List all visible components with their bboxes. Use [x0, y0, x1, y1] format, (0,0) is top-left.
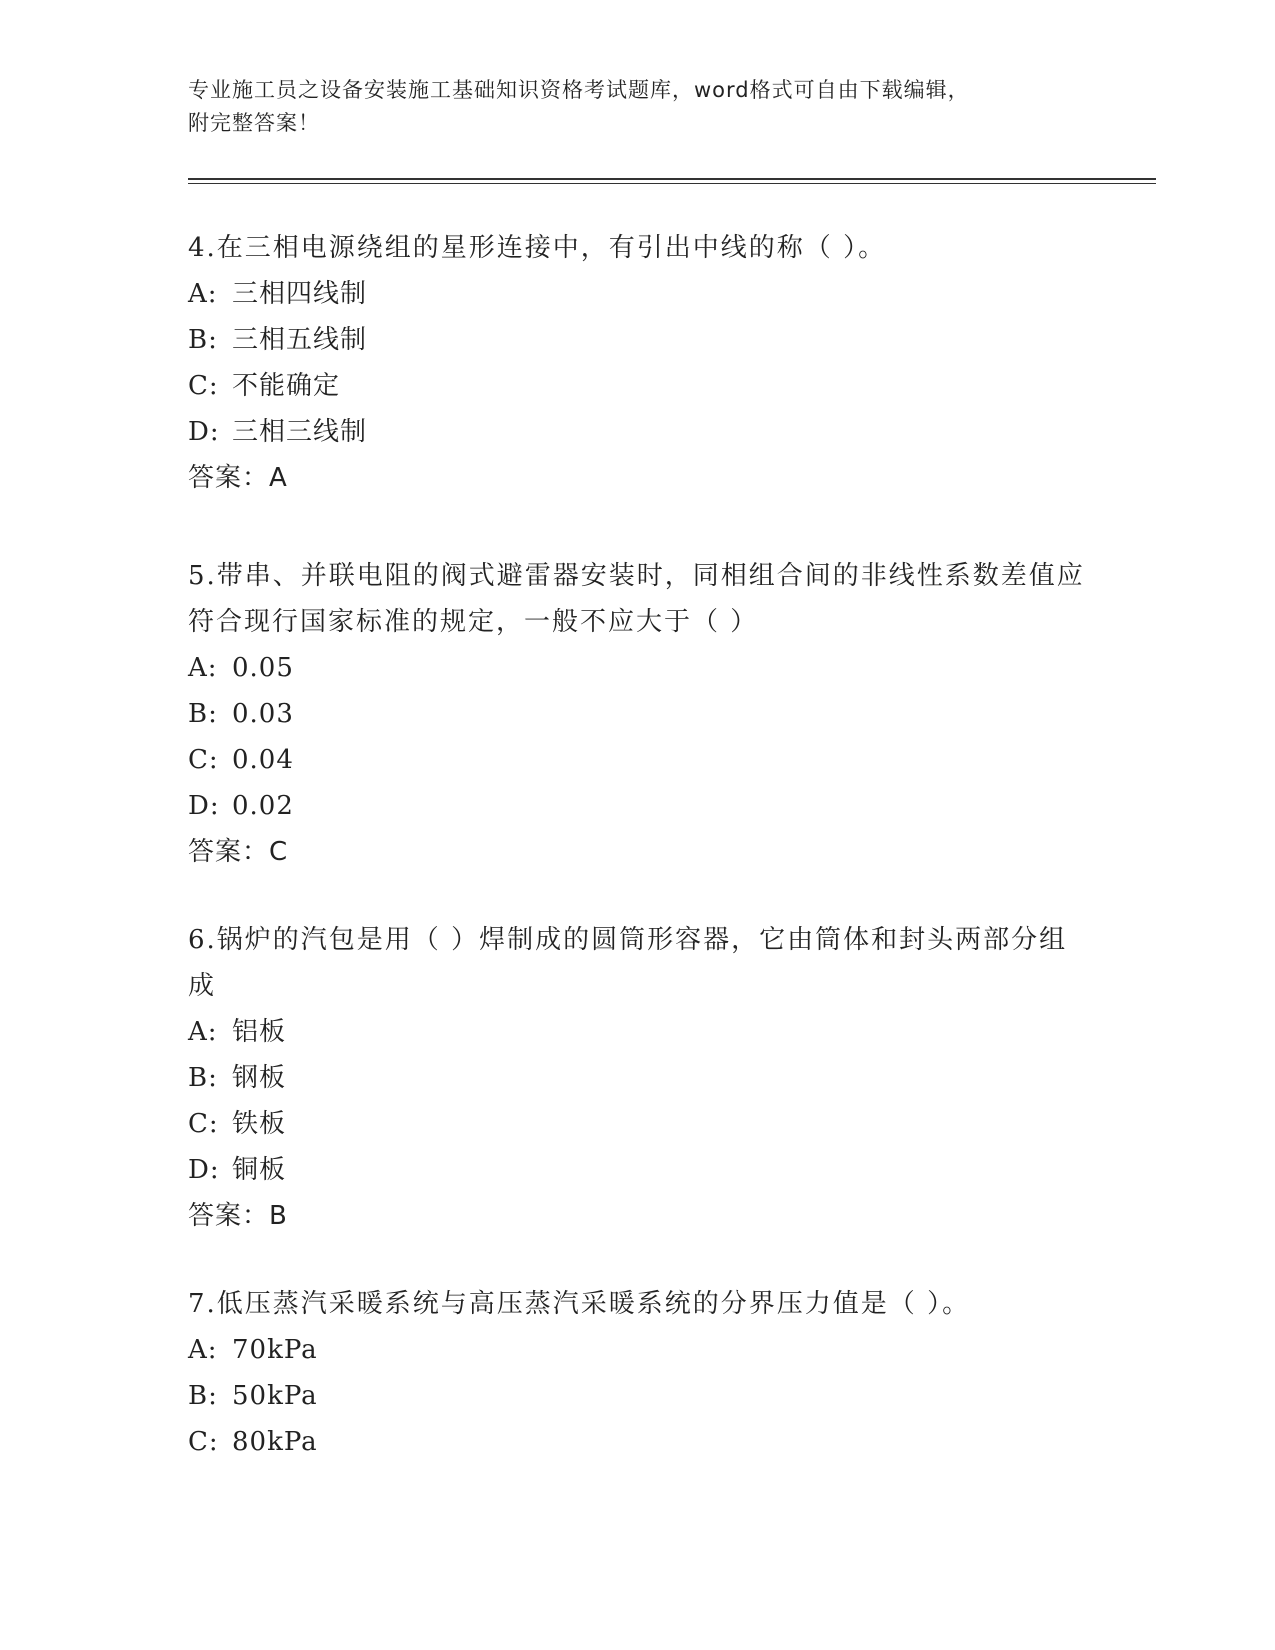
option-a	[188, 1009, 1088, 1055]
question-text: 4.在三相电源绕组的星形连接中，有引出中线的称（ ）。	[188, 233, 887, 263]
question-text: 7.低压蒸汽采暖系统与高压蒸汽采暖系统的分界压力值是（ ）。	[188, 1289, 971, 1319]
option-key: A:	[188, 1335, 218, 1365]
option-value: 0.05	[232, 653, 294, 683]
option-a	[188, 1327, 1088, 1373]
option-value: 50kPa	[232, 1381, 318, 1411]
option-c	[188, 1419, 1088, 1465]
option-value: 不能确定	[232, 371, 341, 401]
option-key: C:	[188, 371, 219, 401]
option-key: D:	[188, 791, 220, 821]
header-line-1: 专业施工员之设备安装施工基础知识资格考试题库，word格式可自由下载编辑，	[188, 78, 970, 102]
option-d	[188, 783, 1088, 829]
document-header	[188, 74, 1088, 140]
option-d	[188, 409, 1088, 455]
option-c	[188, 737, 1088, 783]
option-value: 铁板	[232, 1109, 287, 1139]
question-text: 6.锅炉的汽包是用（ ）焊制成的圆筒形容器，它由筒体和封头两部分组成	[188, 925, 1068, 1001]
option-key: A:	[188, 279, 218, 309]
option-d	[188, 1147, 1088, 1193]
answer: 答案：C	[188, 837, 289, 867]
question-5	[188, 553, 1088, 875]
option-key: B:	[188, 325, 218, 355]
option-key: A:	[188, 1017, 218, 1047]
option-key: C:	[188, 745, 219, 775]
answer: 答案：B	[188, 1201, 288, 1231]
question-6	[188, 917, 1088, 1239]
option-c	[188, 363, 1088, 409]
option-value: 80kPa	[232, 1427, 318, 1457]
option-b	[188, 1373, 1088, 1419]
option-a	[188, 645, 1088, 691]
option-key: B:	[188, 699, 218, 729]
option-value: 0.03	[232, 699, 294, 729]
option-value: 三相五线制	[232, 325, 368, 355]
option-value: 钢板	[232, 1063, 287, 1093]
option-key: C:	[188, 1427, 219, 1457]
option-key: C:	[188, 1109, 219, 1139]
header-line-2: 附完整答案！	[188, 111, 320, 135]
option-key: A:	[188, 653, 218, 683]
option-key: D:	[188, 417, 220, 447]
option-b	[188, 1055, 1088, 1101]
option-a	[188, 271, 1088, 317]
option-key: B:	[188, 1063, 218, 1093]
option-value: 三相三线制	[232, 417, 368, 447]
option-value: 铜板	[232, 1155, 287, 1185]
header-divider-thin	[188, 183, 1156, 184]
answer: 答案：A	[188, 463, 288, 493]
question-4	[188, 225, 1088, 501]
option-b	[188, 317, 1088, 363]
option-key: B:	[188, 1381, 218, 1411]
option-key: D:	[188, 1155, 220, 1185]
option-b	[188, 691, 1088, 737]
option-value: 三相四线制	[232, 279, 368, 309]
header-divider-thick	[188, 178, 1156, 180]
question-7	[188, 1281, 1088, 1465]
option-value: 70kPa	[232, 1335, 318, 1365]
option-value: 0.02	[232, 791, 294, 821]
option-value: 铝板	[232, 1017, 287, 1047]
question-text: 5.带串、并联电阻的阀式避雷器安装时，同相组合间的非线性系数差值应符合现行国家标准的规定，一般不应大于（ ）	[188, 561, 1085, 637]
option-c	[188, 1101, 1088, 1147]
option-value: 0.04	[232, 745, 294, 775]
